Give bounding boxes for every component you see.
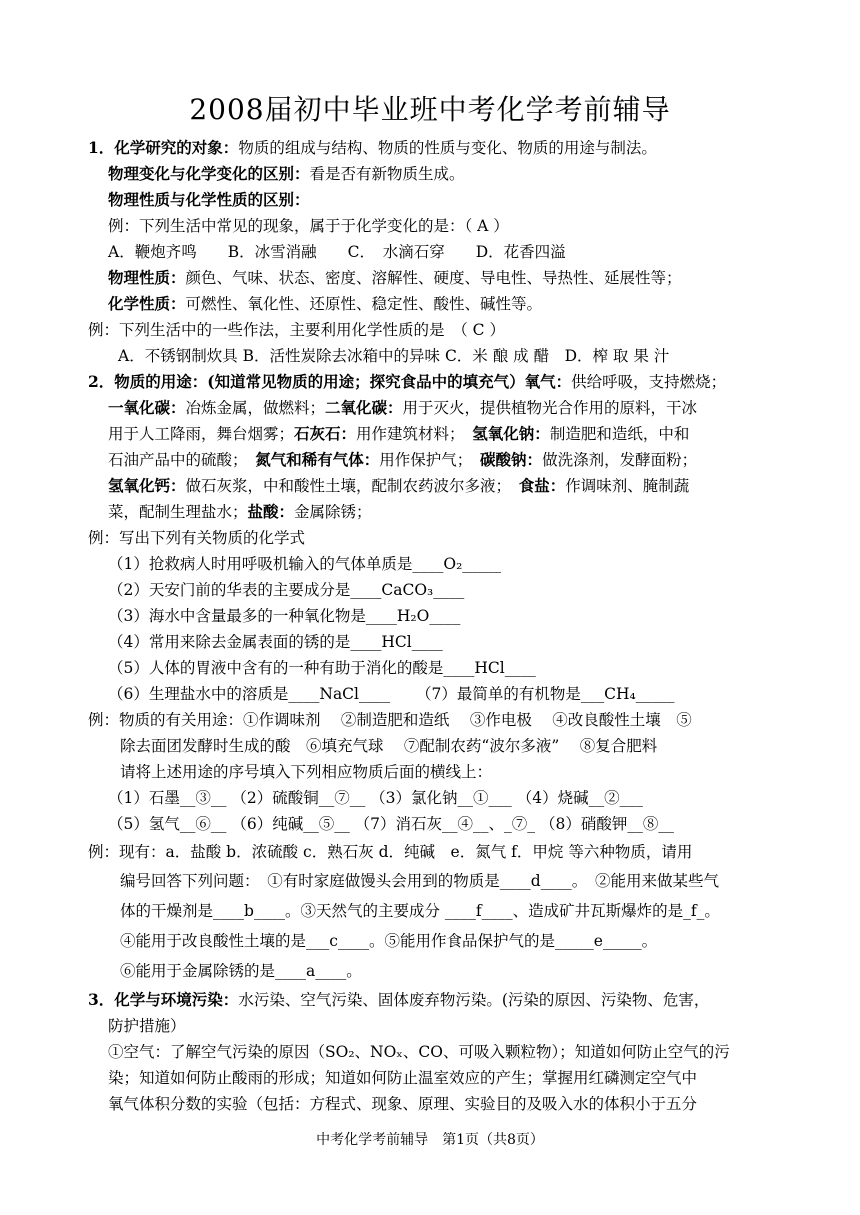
question-text: （6）纯碱 — [231, 815, 304, 833]
example-intro: 例：写出下列有关物质的化学式 — [88, 529, 306, 547]
question-text: （7）最简单的有机物是 — [416, 685, 581, 703]
question-text: 体的干燥剂是 — [120, 902, 214, 920]
section-text: 物质的组成与结构、物质的性质与变化、物质的用途与制法。 — [238, 139, 657, 157]
question-text: （8）硝酸钾 — [539, 815, 628, 833]
answer-blank: ____HCl____ — [350, 633, 443, 651]
question-text: （6）生理盐水中的溶质是 — [108, 685, 289, 703]
section-2-line-5 — [108, 476, 689, 496]
answer-blank: __④__、_⑦_ — [442, 815, 536, 833]
section-text: 水污染、空气污染、固体废弃物污染。(污染的原因、污染物、危害， — [238, 991, 710, 1009]
question-text: 编号回答下列问题： ①有时家庭做馒头会用到的物质是 — [120, 872, 500, 890]
question-text: （3）氯化钠 — [370, 789, 458, 807]
question-text: 。③天然气的主要成分 — [284, 902, 440, 920]
section-number: 2． — [88, 372, 115, 391]
term-text: 石油产品中的硫酸； — [108, 451, 256, 469]
term: 石灰石： — [294, 424, 357, 443]
question-text: （3）海水中含量最多的一种氧化物是 — [108, 607, 366, 625]
formula-question-5 — [108, 658, 536, 678]
substances-example-line-4 — [120, 931, 657, 951]
page-footer: 中考化学考前辅导 第1页（共8页） — [316, 1132, 544, 1148]
term: 一氧化碳： — [108, 398, 186, 417]
punctuation: 。 — [704, 902, 720, 920]
subheading-text: 颜色、气味、状态、密度、溶解性、硬度、导电性、导热性、延展性等； — [185, 269, 682, 287]
term: 氢氧化钙： — [108, 476, 186, 495]
term: 食盐： — [518, 476, 566, 495]
example-options: A．鞭炮齐鸣 B．冰雪消融 C． 水滴石穿 D．花香四溢 — [108, 243, 566, 261]
uses-example-line-2: 除去面团发酵时生成的酸 ⑥填充气球 ⑦配制农药“波尔多液” ⑧复合肥料 — [120, 737, 658, 755]
answer-blank: _f_ — [683, 902, 705, 920]
question-text: （1）石墨 — [108, 789, 180, 807]
substances-example-line-2 — [120, 871, 719, 891]
answer-blank: __⑤__ — [303, 815, 350, 833]
section-text: 供给呼吸，支持燃烧； — [571, 373, 727, 391]
section-2-line-1 — [88, 372, 726, 392]
question-text: （5）人体的胃液中含有的一种有助于消化的酸是 — [108, 659, 444, 677]
section-heading: 物质的用途：(知道常见物质的用途；探究食品中的填充气）氧气： — [114, 372, 572, 391]
formula-question-6-7 — [108, 684, 674, 704]
term: 二氧化碳： — [325, 398, 403, 417]
chemical-properties-line — [108, 294, 542, 314]
answer-blank: ____f____ — [444, 902, 513, 920]
term-text: 做石灰浆，中和酸性土壤，配制农药波尔多液； — [185, 477, 519, 495]
example-question: 例：下列生活中常见的现象，属于于化学变化的是：（ A ） — [108, 217, 509, 235]
physical-properties-line — [108, 268, 682, 288]
section-2-line-4 — [108, 450, 697, 470]
section-3-line-3: ①空气：了解空气污染的原因（SO₂、NOₓ、CO、可吸入颗粒物）；知道如何防止空气的污 — [108, 1043, 730, 1061]
answer-blank: ____b____ — [213, 902, 285, 920]
subheading: 物理性质： — [108, 268, 186, 287]
section-heading: 化学与环境污染： — [114, 990, 239, 1009]
question-text: ④能用于改良酸性土壤的是 — [120, 932, 307, 950]
section-3-line-2: 防护措施） — [108, 1017, 186, 1035]
term-text: 用于人工降雨，舞台烟雾； — [108, 425, 295, 443]
page-title: 2008届初中毕业班中考化学考前辅导 — [189, 93, 671, 126]
answer-blank: __②___ — [588, 789, 643, 807]
answer-blank: __⑦__ — [318, 789, 366, 807]
subheading: 物理变化与化学变化的区别： — [108, 164, 310, 183]
section-3-line-5: 氧气体积分数的实验（包括：方程式、现象、原理、实验目的及吸入水的体积小于五分 — [108, 1095, 698, 1113]
answer-blank: ____H₂O____ — [365, 607, 461, 625]
answer-blank: ___c____ — [306, 932, 369, 950]
answer-blank: ____d____ — [499, 872, 572, 890]
example-options: A．不锈钢制炊具 B．活性炭除去冰箱中的异味 C．米 酿 成 醋 D．榨 取 果 汁 — [118, 347, 670, 365]
question-text: （1）抢救病人时用呼吸机输入的气体单质是 — [108, 555, 413, 573]
uses-example-instruction: 请将上述用途的序号填入下列相应物质后面的横线上： — [120, 763, 493, 781]
question-text: ⑥能用于金属除锈的是 — [120, 962, 276, 980]
section-3-line-1 — [88, 990, 709, 1010]
answer-blank: __①___ — [457, 789, 512, 807]
answer-blank: ____O₂_____ — [412, 555, 502, 573]
formula-question-4 — [108, 632, 443, 652]
term-text: 冶炼金属，做燃料； — [185, 399, 326, 417]
subheading: 物理性质与化学性质的区别： — [108, 190, 310, 209]
uses-answer-row-1 — [108, 788, 643, 808]
subheading-text: 看是否有新物质生成。 — [309, 165, 465, 183]
answer-blank: __③__ — [179, 789, 227, 807]
answer-blank: ____HCl____ — [443, 659, 536, 677]
answer-blank: __⑧__ — [627, 815, 674, 833]
section-2-line-6 — [108, 502, 372, 522]
term: 盐酸： — [247, 502, 295, 521]
term: 碳酸钠： — [480, 450, 543, 469]
substances-example-line-1: 例：现有：a．盐酸 b．浓硫酸 c．熟石灰 d．纯碱 e．氮气 f．甲烷 等六种物质，请用 — [88, 843, 693, 861]
answer-blank: ___CH₄_____ — [580, 685, 675, 703]
section-1-line-2 — [108, 164, 465, 184]
section-2-line-3 — [108, 424, 689, 444]
term-text: 用作保护气； — [379, 451, 481, 469]
subheading: 化学性质： — [108, 294, 186, 313]
punctuation: 。 — [641, 932, 658, 950]
answer-blank: ____NaCl____ — [288, 685, 390, 703]
punctuation: 。 — [346, 962, 362, 980]
section-1-line-3 — [108, 190, 310, 210]
answer-blank: ____CaCO₃____ — [350, 581, 465, 599]
question-text: （5）氢气 — [108, 815, 180, 833]
substances-example-line-5 — [120, 961, 362, 981]
question-text: （2）硫酸铜 — [231, 789, 319, 807]
section-heading: 化学研究的对象： — [114, 138, 239, 157]
uses-example-line-1: 例：物质的有关用途：①作调味剂 ②制造肥和造纸 ③作电极 ④改良酸性土壤 ⑤ — [88, 711, 692, 729]
term: 氢氧化钠： — [472, 424, 550, 443]
answer-blank: __⑥__ — [179, 815, 227, 833]
substances-example-line-3 — [120, 901, 720, 921]
term-text: 用作建筑材料； — [356, 425, 473, 443]
section-2-line-2 — [108, 398, 697, 418]
example-question: 例：下列生活中的一些作法，主要利用化学性质的是 （ C ） — [88, 321, 505, 339]
term-text: 作调味剂、腌制蔬 — [565, 477, 690, 495]
question-text: （4）常用来除去金属表面的锈的是 — [108, 633, 351, 651]
subheading-text: 可燃性、氧化性、还原性、稳定性、酸性、碱性等。 — [185, 295, 543, 313]
term-text: 菜，配制生理盐水； — [108, 503, 248, 521]
answer-blank: _____e_____ — [554, 932, 642, 950]
term-text: 金属除锈； — [294, 503, 372, 521]
term-text: 制造肥和造纸，中和 — [549, 425, 690, 443]
section-3-line-4: 染；知道如何防止酸雨的形成；知道如何防止温室效应的产生；掌握用红磷测定空气中 — [108, 1069, 698, 1087]
section-1-line-1 — [88, 138, 657, 158]
section-number: 1． — [88, 138, 115, 157]
term-text: 用于灭火，提供植物光合作用的原料，干冰 — [402, 399, 698, 417]
question-text: （2）天安门前的华表的主要成分是 — [108, 581, 351, 599]
formula-question-1 — [108, 554, 501, 574]
question-text: （4）烧碱 — [516, 789, 589, 807]
formula-question-3 — [108, 606, 460, 626]
formula-question-2 — [108, 580, 464, 600]
section-number: 3． — [88, 990, 115, 1009]
term-text: 做洗涤剂，发酵面粉； — [542, 451, 698, 469]
question-text: 。⑤能用作食品保护气的是 — [368, 932, 555, 950]
question-text: （7）消石灰 — [354, 815, 443, 833]
term: 氮气和稀有气体： — [255, 450, 380, 469]
question-text: 、造成矿井瓦斯爆炸的是 — [512, 902, 684, 920]
uses-answer-row-2 — [108, 814, 674, 834]
question-text: 。 ②能用来做某些气 — [571, 872, 719, 890]
answer-blank: ____a____ — [275, 962, 347, 980]
